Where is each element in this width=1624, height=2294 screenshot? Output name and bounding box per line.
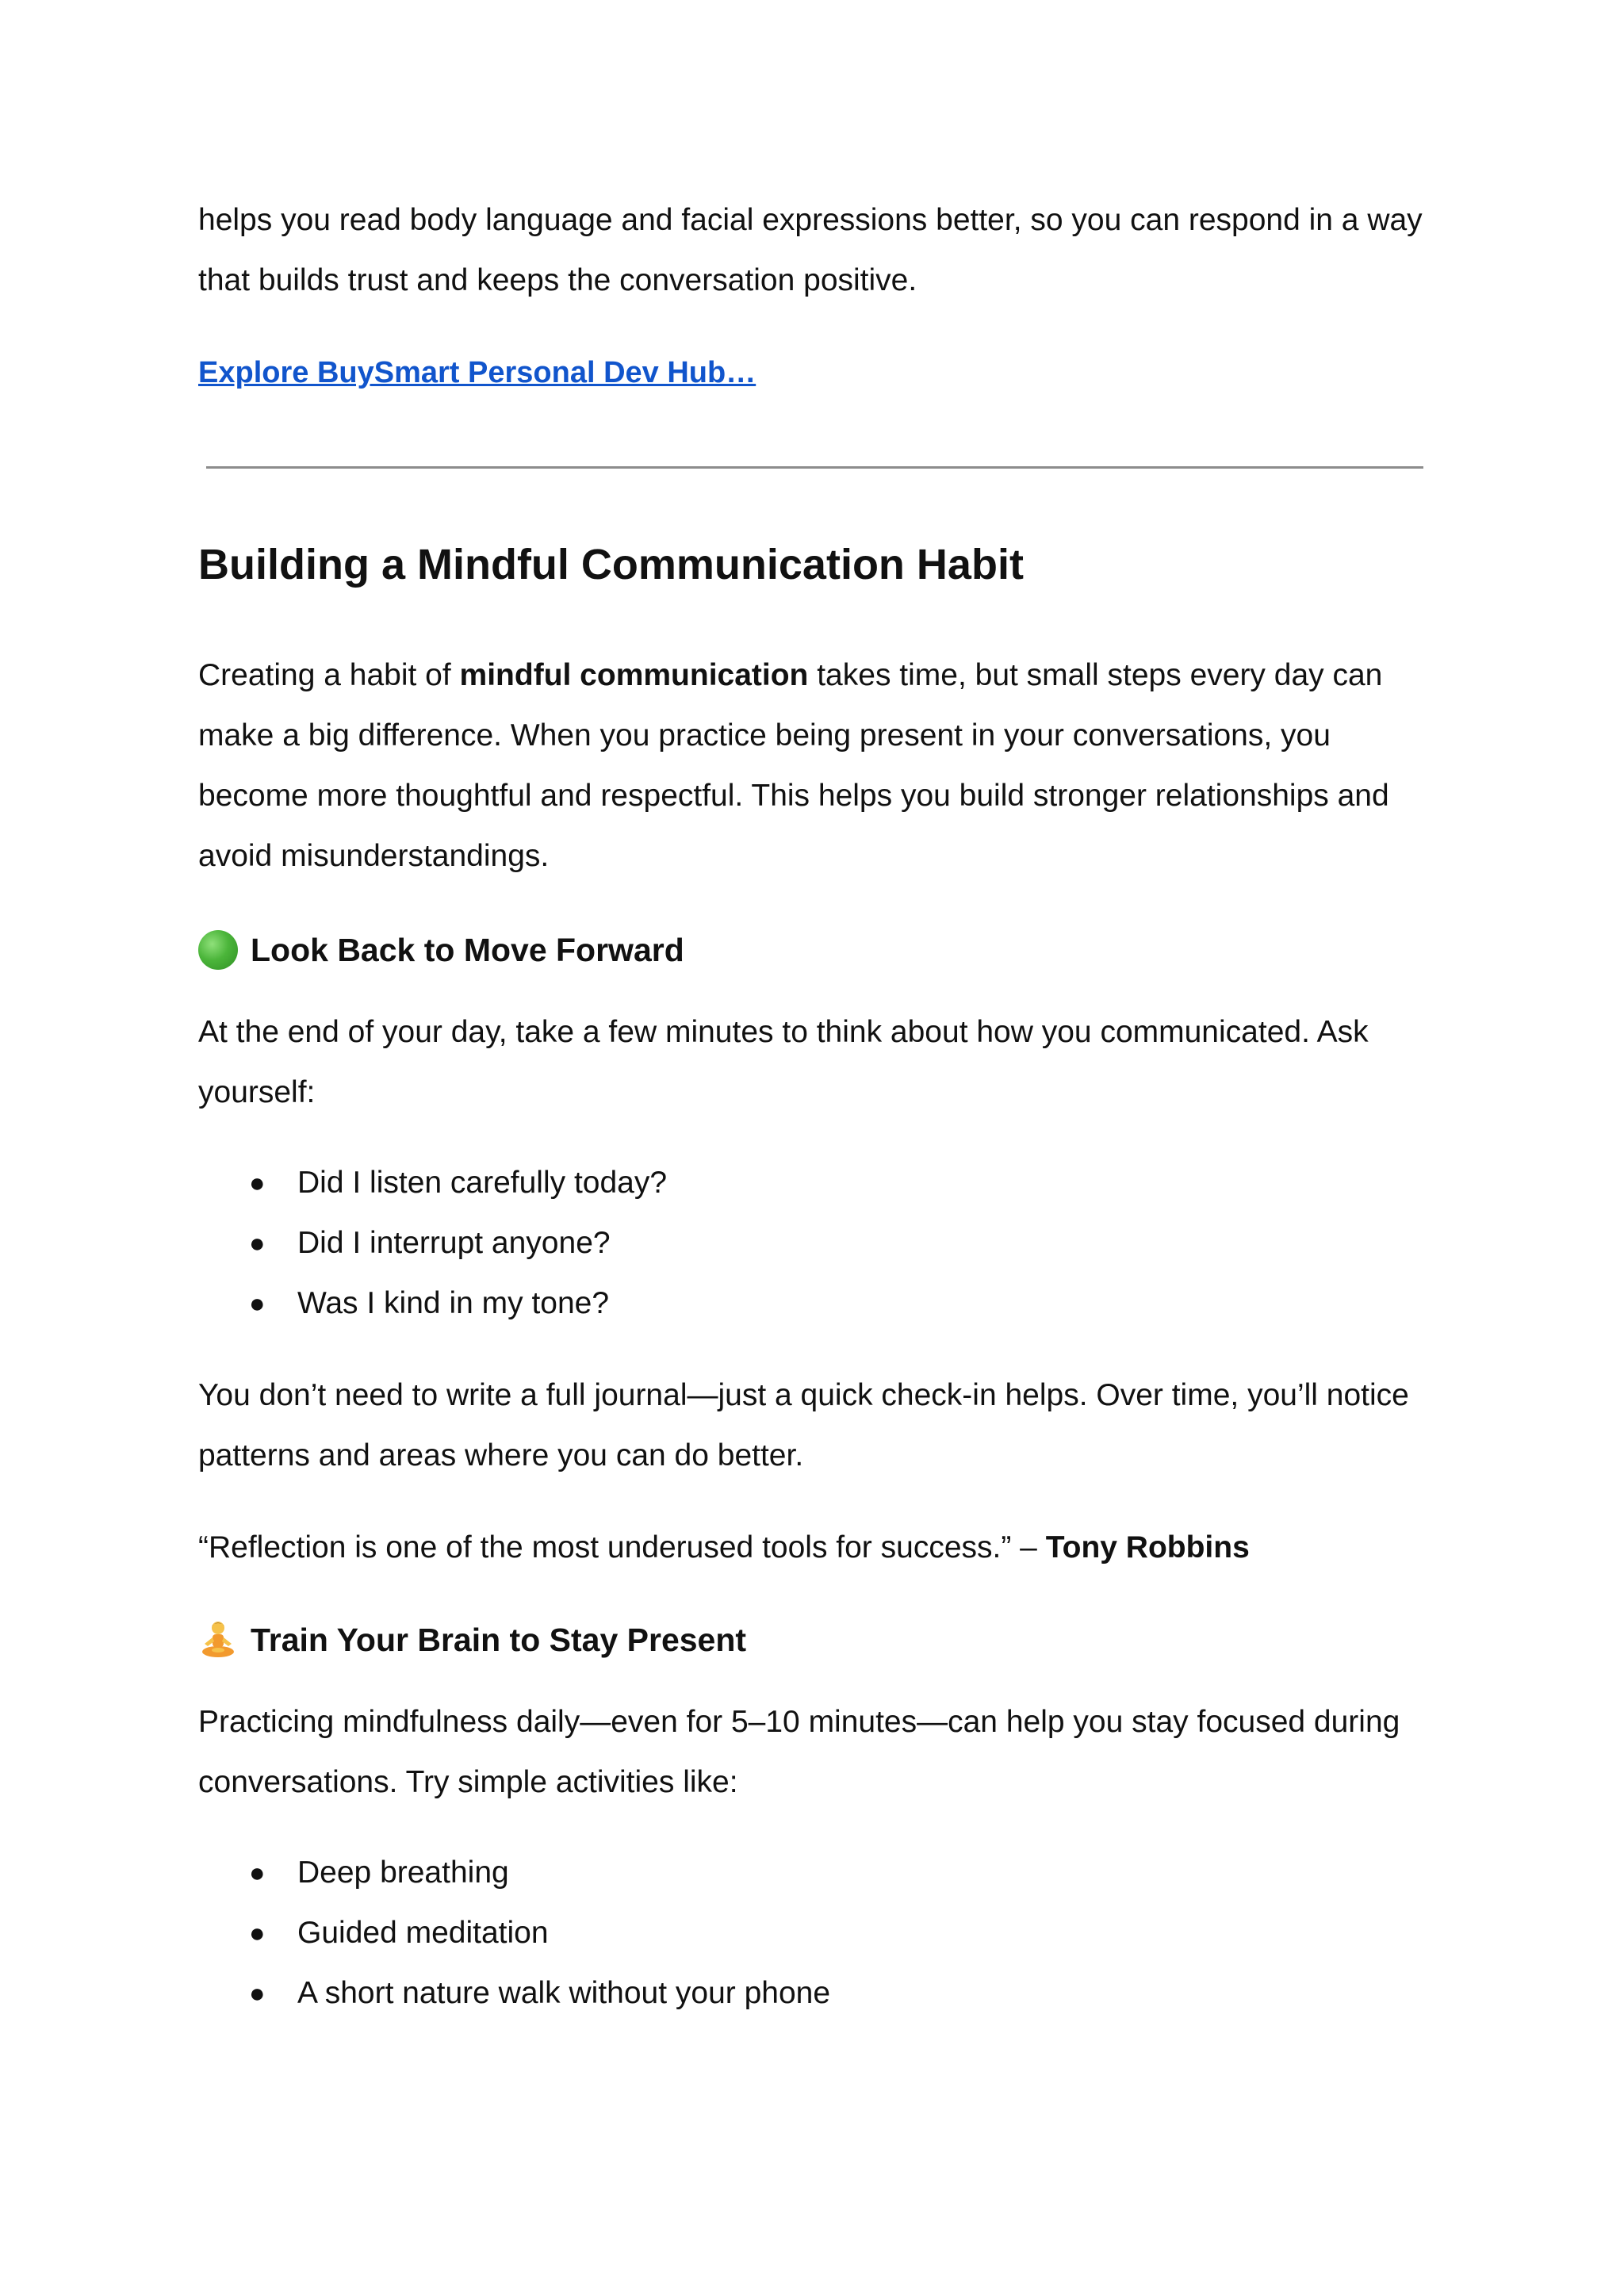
look-back-paragraph: At the end of your day, take a few minutes to think about how you communicated. Ask yourself: [198,1015,1369,1109]
bullet-icon: ● [249,1858,266,1888]
bullet-icon: ● [249,1228,266,1258]
document-page [198,190,1435,2024]
look-back-bullet-list [198,1153,1435,1334]
meditating-person-icon [198,1620,238,1660]
horizontal-divider [206,466,1423,469]
subheading-look-back [198,928,1435,972]
quote-line [198,1518,1435,1578]
link-line [198,343,1435,403]
list-item: ● Was I kind in my tone? [198,1273,1435,1334]
bullet-icon: ● [249,1978,266,2009]
train-brain-bullet-list [198,1843,1435,2024]
bullet-icon: ● [249,1168,266,1198]
bullet-icon: ● [249,1918,266,1948]
section-title: Building a Mindful Communication Habit [198,541,1024,588]
green-circle-icon [198,930,238,970]
section-intro-text-before: Creating a habit of [198,658,460,692]
look-back-followup: You don’t need to write a full journal—just a quick check-in helps. Over time, you’ll notice patterns and areas where you can do better. [198,1378,1409,1473]
quote-text: “Reflection is one of the most underused tools for success.” – [198,1530,1046,1564]
section-intro-paragraph [198,645,1435,887]
list-item: ● Did I interrupt anyone? [198,1213,1435,1273]
buysmart-hub-link[interactable]: Explore BuySmart Personal Dev Hub… [198,356,756,389]
list-item: ● Guided meditation [198,1903,1435,1963]
list-item: ● A short nature walk without your phone [198,1963,1435,2024]
train-brain-paragraph: Practicing mindfulness daily—even for 5–10 minutes—can help you stay focused during conversations. Try simple activities like: [198,1705,1400,1799]
section-intro-bold: mindful communication [459,658,809,692]
list-item: ● Did I listen carefully today? [198,1153,1435,1213]
intro-paragraph: helps you read body language and facial expressions better, so you can respond in a way that builds trust and keeps the conversation positive. [198,203,1423,297]
bullet-icon: ● [249,1289,266,1319]
subheading-train-brain [198,1618,1435,1662]
section-intro-text-after: takes time, but small steps every day can make a big difference. When you practice being present in your conversations, you become more thoughtful and respectful. This helps you build stronger relationships and avoid misunderstandings. [198,658,1389,873]
quote-author: Tony Robbins [1045,1530,1250,1564]
subheading-train-brain-text: Train Your Brain to Stay Present [251,1622,747,1658]
list-item: ● Deep breathing [198,1843,1435,1903]
subheading-look-back-text: Look Back to Move Forward [251,932,684,968]
